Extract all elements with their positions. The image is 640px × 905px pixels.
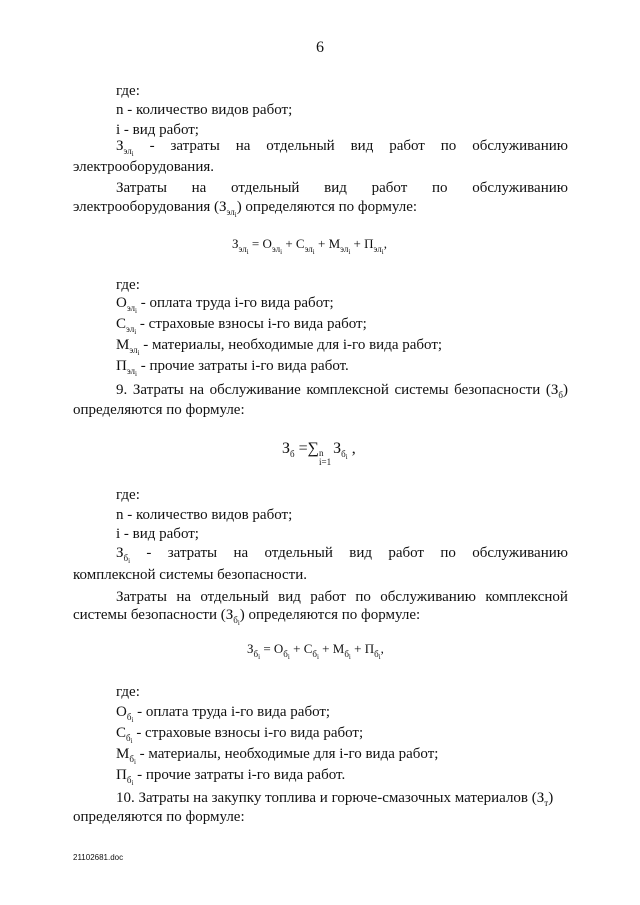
i-definition: i - вид работ; (116, 122, 199, 138)
item-9-paragraph: 9. Затраты на обслуживание комплексной системы безопасности $(З_б)$ (116, 382, 568, 400)
z-el-symbol: $З_{эл_i}$ (116, 138, 134, 158)
formula-el: $З_{эл_i} = О_{эл_i} + С_{эл_i} + М_{эл_i} + П_{эл_i}$, (232, 236, 387, 256)
m-el-definition: $М_{эл_i}$ - материалы, необходимые для i-го вида работ; (116, 337, 443, 357)
where-label: где: (116, 277, 140, 293)
c-el-definition: $С_{эл_i}$ - страховые взносы i-го вида работ; (116, 316, 367, 336)
b-intro-paragraph: Затраты на отдельный вид работ по обслуживанию комплексной (116, 589, 568, 605)
where-label: где: (116, 487, 140, 503)
el-intro-paragraph-cont: электрооборудования $(З_{эл_i})$ определяются по формуле: (73, 199, 418, 219)
formula-b-sum: $З_б$ =∑ n i=1 $З_{б_i}$ , (282, 440, 356, 467)
item-10-paragraph: 10. Затраты на закупку топлива и горюче-смазочных материалов $(З_т)$ (116, 790, 554, 808)
sum-symbol: ∑ (307, 440, 320, 457)
z-b-definition-cont: комплексной системы безопасности. (73, 567, 308, 583)
z-b-definition: $З_{б_i}$ - затраты на отдельный вид работ по обслуживанию (116, 545, 568, 565)
where-label: где: (116, 684, 140, 700)
z-el-definition: $З_{эл_i}$ - затраты на отдельный вид работ по обслуживанию (116, 138, 568, 158)
z-b-symbol: $З_{б_i}$ (116, 545, 131, 565)
item-9-paragraph-cont: определяются по формуле: (73, 402, 245, 418)
el-intro-paragraph: Затраты на отдельный вид работ по обслуживанию (116, 180, 568, 196)
o-el-definition: $О_{эл_i}$ - оплата труда i-го вида работ; (116, 295, 334, 315)
n-definition: n - количество видов работ; (116, 507, 293, 523)
where-label: где: (116, 83, 140, 99)
b-intro-paragraph-cont: системы безопасности $(З_{б_i})$ определяются по формуле: (73, 607, 421, 627)
o-b-definition: $О_{б_i}$ - оплата труда i-го вида работ; (116, 704, 331, 724)
page-number: 6 (316, 39, 324, 56)
formula-b: $З_{б_i} = О_{б_i} + С_{б_i} + М_{б_i} + П_{б_i}$, (247, 641, 384, 661)
p-b-definition: $П_{б_i}$ - прочие затраты i-го вида работ. (116, 767, 346, 787)
n-definition: n - количество видов работ; (116, 102, 293, 118)
item-10-paragraph-cont: определяются по формуле: (73, 809, 245, 825)
p-el-definition: $П_{эл_i}$ - прочие затраты i-го вида работ. (116, 358, 349, 378)
c-b-definition: $С_{б_i}$ - страховые взносы i-го вида работ; (116, 725, 364, 745)
i-definition: i - вид работ; (116, 526, 199, 542)
z-el-definition-cont: электрооборудования. (73, 159, 215, 175)
footer-filename: 21102681.doc (73, 853, 124, 862)
m-b-definition: $М_{б_i}$ - материалы, необходимые для i-го вида работ; (116, 746, 439, 766)
